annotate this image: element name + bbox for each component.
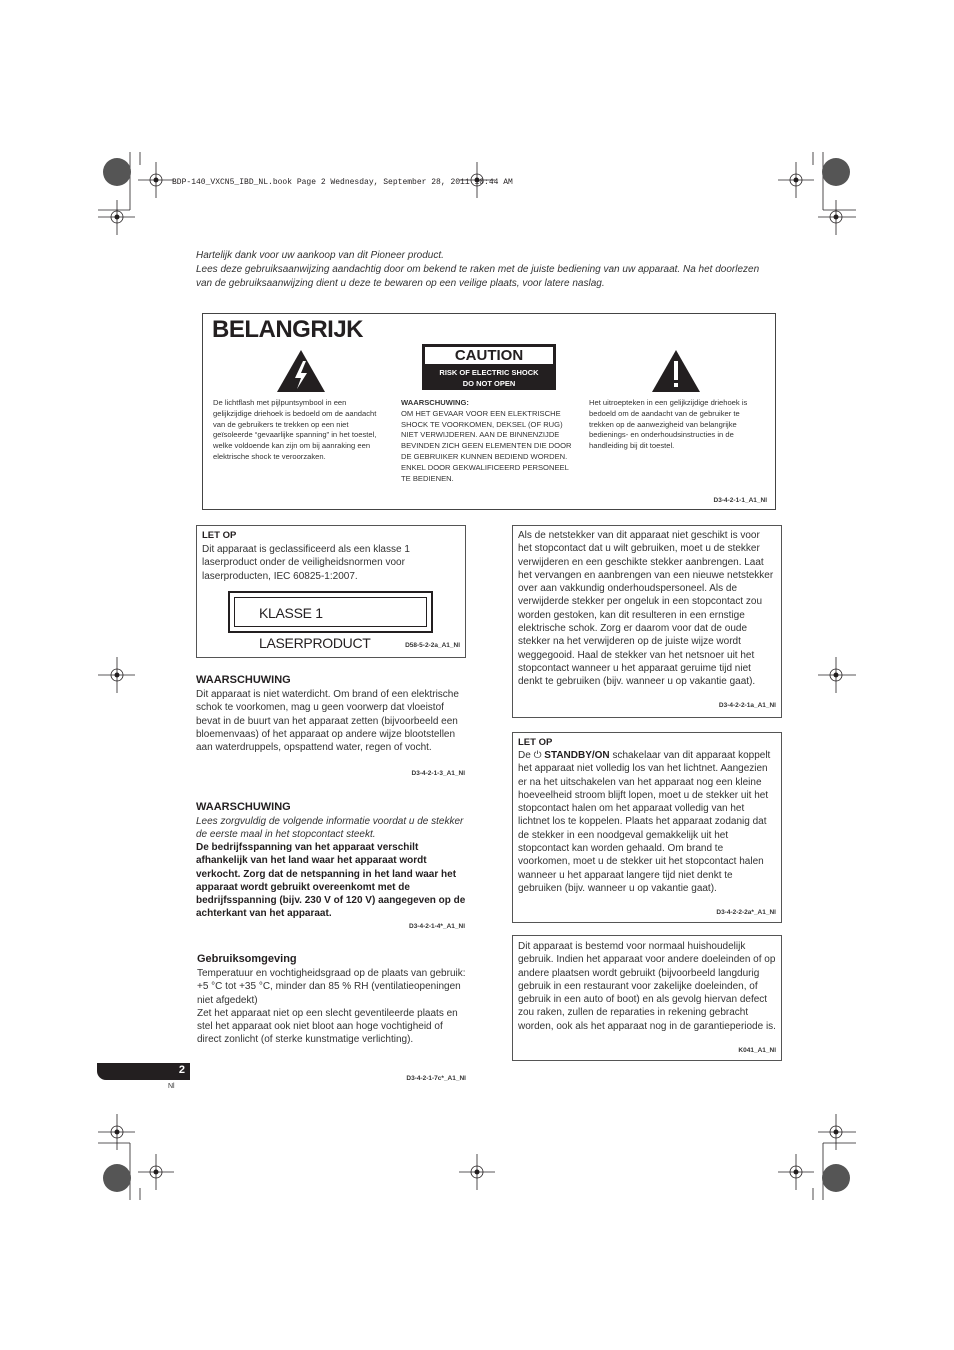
language-code: Nl	[168, 1083, 175, 1090]
gebruiksomgeving-p2: +5 °C tot +35 °C, minder dan 85 % RH (ventilatieopeningen niet afgedekt)	[197, 981, 461, 1006]
waarschuwing-1-heading: WAARSCHUWING	[196, 674, 291, 686]
exclamation-explanation: Het uitroepteken in een gelijkzijdige driehoek is bedoeld om de aandacht van de gebruiker te trekken op de aanwezigheid van belangrijke bedienings- en onderhoudsinstructies in de handleiding bij dit toestel.	[589, 398, 748, 451]
gebruiksomgeving-text	[197, 967, 469, 1047]
class1-laser-label-text: KLASSE 1 LASERPRODUCT	[234, 597, 427, 627]
waarschuwing-2-code: D3-4-2-1-4*_A1_Nl	[409, 923, 465, 930]
stekker-text: Als de netstekker van dit apparaat niet geschikt is voor het stopcontact dat u wilt gebruiken, moet u de stekker verwijderen en een geschikte stekker aanbrengen. Laat het vervangen en aanbrengen van een nieuwe netstekker over aan vakkundig onderhoudspersoneel. Als de verwijderde stekker per ongeluk in een stopcontact zou worden gestoken, kan dit resulteren in een ernstige elektrische schok. Zorg er daarom voor dat de oude stekker na het verwijderen op de juiste wijze wordt weggegooid. Haal de stekker van het netsnoer uit het stopcontact wanneer u het apparaat geruime tijd niet denkt te gebruiken (bijv. wanneer u op vakantie gaat).	[518, 530, 774, 688]
caution-explanation-label: WAARSCHUWING:	[401, 398, 469, 407]
waarschuwing-2-heading: WAARSCHUWING	[196, 801, 291, 813]
power-icon: ⏻	[533, 750, 542, 761]
gebruiksomgeving-p1: Temperatuur en vochtigheidsgraad op de plaats van gebruik:	[197, 968, 466, 979]
caution-title: CAUTION	[425, 347, 553, 364]
waarschuwing-1-text: Dit apparaat is niet waterdicht. Om brand of een elektrische schok te voorkomen, mag u geen voorwerp dat vloeistof bevat in de buurt van het apparaat zetten (bijvoorbeeld een bloemenvaas) of het apparaat op andere wijze blootstellen aan waterdruppels, opspattend water, regen of vocht.	[196, 689, 459, 754]
laser-warning-label: LET OP	[202, 530, 237, 541]
huishoudelijk-text: Dit apparaat is bestemd voor normaal huishoudelijk gebruik. Indien het apparaat voor andere doeleinden of op andere plaatsen wordt gebruikt (bijvoorbeeld langdurig gebruik in een restaurant voor zakelijke doeleinden, of gebruik in een auto of boot) en als gevolg hiervan defect zou raken, zullen de reparaties in rekening gebracht worden, ook als het apparaat nog in de garantieperiode is.	[518, 941, 776, 1032]
file-header: BDP-140_VXCN5_IBD_NL.book Page 2 Wednesday, September 28, 2011 10:44 AM	[172, 178, 513, 187]
gebruiksomgeving-p3: Zet het apparaat niet op een slecht geventileerde plaats en stel het apparaat ook niet bloot aan hoge vochtigheid of direct zonlicht (of sterke kunstmatige verlichting).	[197, 1007, 458, 1046]
gebruiksomgeving-code: D3-4-2-1-7c*_A1_Nl	[406, 1075, 466, 1082]
intro-text	[196, 249, 771, 291]
intro-line-1: Hartelijk dank voor uw aankoop van dit Pioneer product.	[196, 250, 444, 261]
lightning-warning-icon	[276, 349, 326, 393]
caution-label	[422, 344, 556, 390]
stekker-code: D3-4-2-2-1a_A1_Nl	[718, 702, 776, 709]
caution-line-1: RISK OF ELECTRIC SHOCK	[439, 368, 539, 377]
waarschuwing-2-italic: Lees zorgvuldig de volgende informatie voordat u de stekker de eerste maal in het stopcontact steekt.	[196, 816, 464, 841]
standby-prefix: De	[518, 750, 531, 761]
standby-warning-code: D3-4-2-2-2a*_A1_Nl	[716, 909, 776, 916]
caution-subtitle	[423, 367, 555, 389]
caution-explanation-text: OM HET GEVAAR VOOR EEN ELEKTRISCHE SHOCK TE VOORKOMEN, DEKSEL (OF RUG) NIET VERWIJDEREN. AAN DE BINNENZIJDE BEVINDEN ZICH GEEN ELEMENTEN DIE DOOR DE GEBRUIKER KUNNEN BEDIEND WORDEN. ENKEL DOOR GEKWALIFICEERD PERSONEEL TE BEDIENEN.	[401, 408, 572, 483]
caution-explanation	[401, 398, 578, 484]
page-number: 2	[178, 1064, 185, 1076]
intro-line-2: Lees deze gebruiksaanwijzing aandachtig door om bekend te raken met de juiste bediening van uw apparaat. Na het doorlezen van de gebruiksaanwijzing dient u deze te bewaren op een veilige plaats, voor latere naslag.	[196, 264, 760, 289]
caution-line-2: DO NOT OPEN	[462, 379, 516, 388]
standby-warning-text	[518, 749, 776, 895]
laser-warning-text: Dit apparaat is geclassificeerd als een klasse 1 laserproduct onder de veiligheidsnormen voor laserproducten, IEC 60825-1:2007.	[202, 544, 410, 582]
standby-warning-label: LET OP	[518, 737, 553, 748]
gebruiksomgeving-heading: Gebruiksomgeving	[197, 953, 297, 965]
standby-on-label: STANDBY/ON	[544, 750, 610, 761]
belangrijk-title: BELANGRIJK	[212, 316, 364, 343]
exclamation-warning-icon	[651, 349, 701, 393]
huishoudelijk-code: K041_A1_Nl	[738, 1047, 776, 1054]
waarschuwing-2-bold: De bedrijfsspanning van het apparaat verschilt afhankelijk van het land waar het apparaat wordt verkocht. Zorg dat de netspanning in het land waar het apparaat wordt gebruikt overeenkomt met de bedrijfsspanning (bijv. 230 V of 120 V) aangegeven op de achterkant van het apparaat.	[196, 842, 466, 920]
belangrijk-code: D3-4-2-1-1_A1_Nl	[713, 497, 767, 504]
laser-warning-code: D58-5-2-2a_A1_Nl	[405, 642, 460, 649]
standby-text: schakelaar van dit apparaat koppelt het apparaat niet volledig los van het lichtnet. Aangezien er na het uitschakelen van het apparaat nog een kleine hoeveelheid stroom blijft lopen, moet u de stekker uit het stopcontact halen om het apparaat volledig van het lichtnet los te koppelen. Plaats het apparaat zodanig dat de stekker in een noodgeval gemakkelijk uit het stopcontact kan worden gehaald. Om brand te voorkomen, moet u de stekker uit het stopcontact halen wanneer u het apparaat langere tijd niet denkt te gebruiken (bijv. wanneer u op vakantie gaat).	[518, 750, 771, 894]
waarschuwing-1-code: D3-4-2-1-3_A1_Nl	[411, 770, 465, 777]
lightning-explanation: De lichtflash met pijlpuntsymbool in een gelijkzijdige driehoek is bedoeld om de aandacht van de gebruikers te trekken op een niet geïsoleerde “gevaarlijke spanning” in het toestel, welke voldoende kan zijn om bij aanraking een elektrische shock te veroorzaken.	[213, 398, 377, 461]
